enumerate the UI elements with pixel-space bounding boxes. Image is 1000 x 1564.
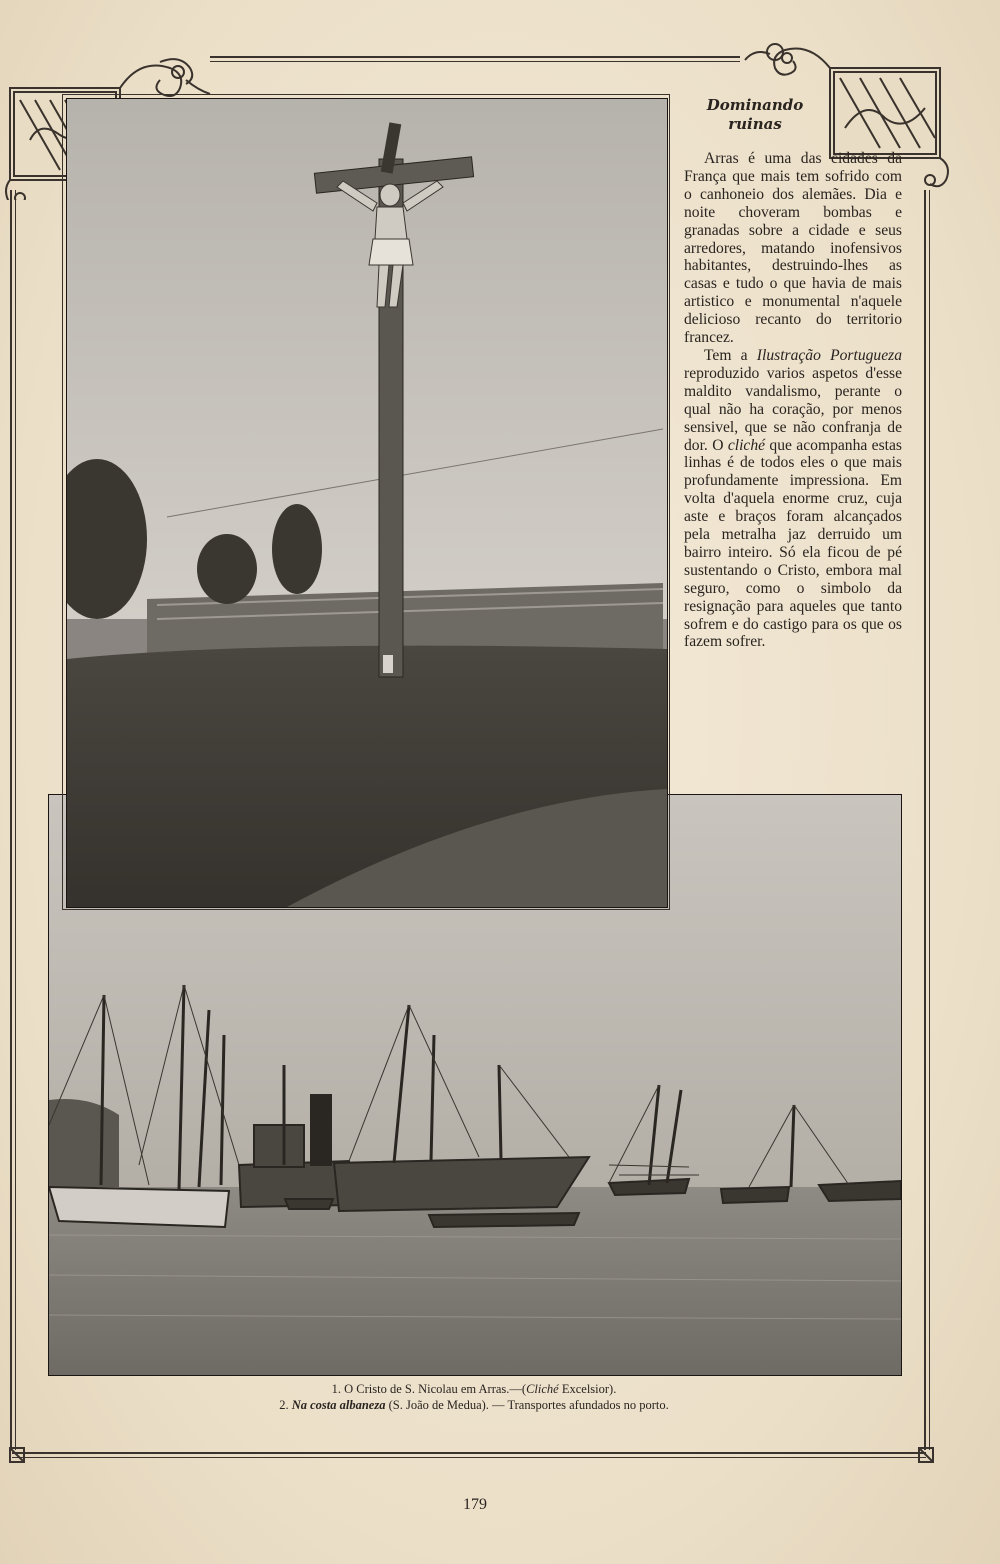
heading-line-2: ruinas bbox=[728, 115, 782, 133]
p2-middle: reproduzido varios aspetos d'esse maldito vandalismo, perante o qual não ha coração, por menos sensivel, que se não confranja de dor. O bbox=[684, 364, 902, 454]
frame-right-rule bbox=[924, 190, 930, 1450]
publication-name: Ilustração Portugueza bbox=[756, 346, 902, 364]
caption-1-credit: Cliché bbox=[526, 1382, 559, 1396]
p2-before-pub: Tem a bbox=[704, 346, 757, 364]
caption-1-text: O Cristo de S. Nicolau em Arras.—( bbox=[341, 1382, 527, 1396]
frame-bottom-rule bbox=[12, 1452, 926, 1458]
caption-2-text: (S. João de Medua). — Transportes afundados no porto. bbox=[385, 1398, 669, 1412]
article-paragraph-1: Arras é uma das cidades da França que mais tem sofrido com o canhoneio dos alemães. Dia e noite choveram bombas e granadas sobre a cidade e seus arredores, matando inofensivos habitantes, destruindo-lhes as casas e tudo o que havia de mais artistico e monumental n'aquele delicioso recanto do territorio francez. bbox=[684, 150, 902, 347]
article-paragraph-2 bbox=[684, 347, 902, 651]
crucifix-photo bbox=[66, 98, 668, 908]
bottom-right-ornament bbox=[915, 1444, 945, 1474]
bottom-left-ornament bbox=[4, 1444, 34, 1474]
heading-line-1: Dominando bbox=[706, 96, 804, 114]
article-body bbox=[684, 150, 902, 651]
article-heading bbox=[690, 96, 820, 134]
photo-captions bbox=[48, 1381, 900, 1413]
caption-2 bbox=[48, 1397, 900, 1413]
caption-1 bbox=[48, 1381, 900, 1397]
frame-left-rule bbox=[10, 190, 16, 1450]
caption-1-credit-rest: Excelsior). bbox=[558, 1382, 617, 1396]
caption-2-title: Na costa albaneza bbox=[288, 1398, 386, 1412]
cliche-term: cliché bbox=[727, 436, 766, 454]
frame-top-rule bbox=[210, 56, 740, 62]
caption-1-number: 1. bbox=[331, 1382, 342, 1396]
page-number: 179 bbox=[463, 1496, 487, 1513]
p2-end: que acompanha estas linhas é de todos eles o que mais profundamente impressiona. Em volta d'aquela enorme cruz, cuja aste e braços foram alcançados pela metralha jaz derruido um bairro inteiro. Só ela ficou de pé sustentando o Cristo, embora mal seguro, como o simbolo da resignação para aqueles que tanto sofrem e do castigo para os que os fazem sofrer. bbox=[684, 436, 902, 651]
caption-2-number: 2. bbox=[279, 1398, 289, 1412]
